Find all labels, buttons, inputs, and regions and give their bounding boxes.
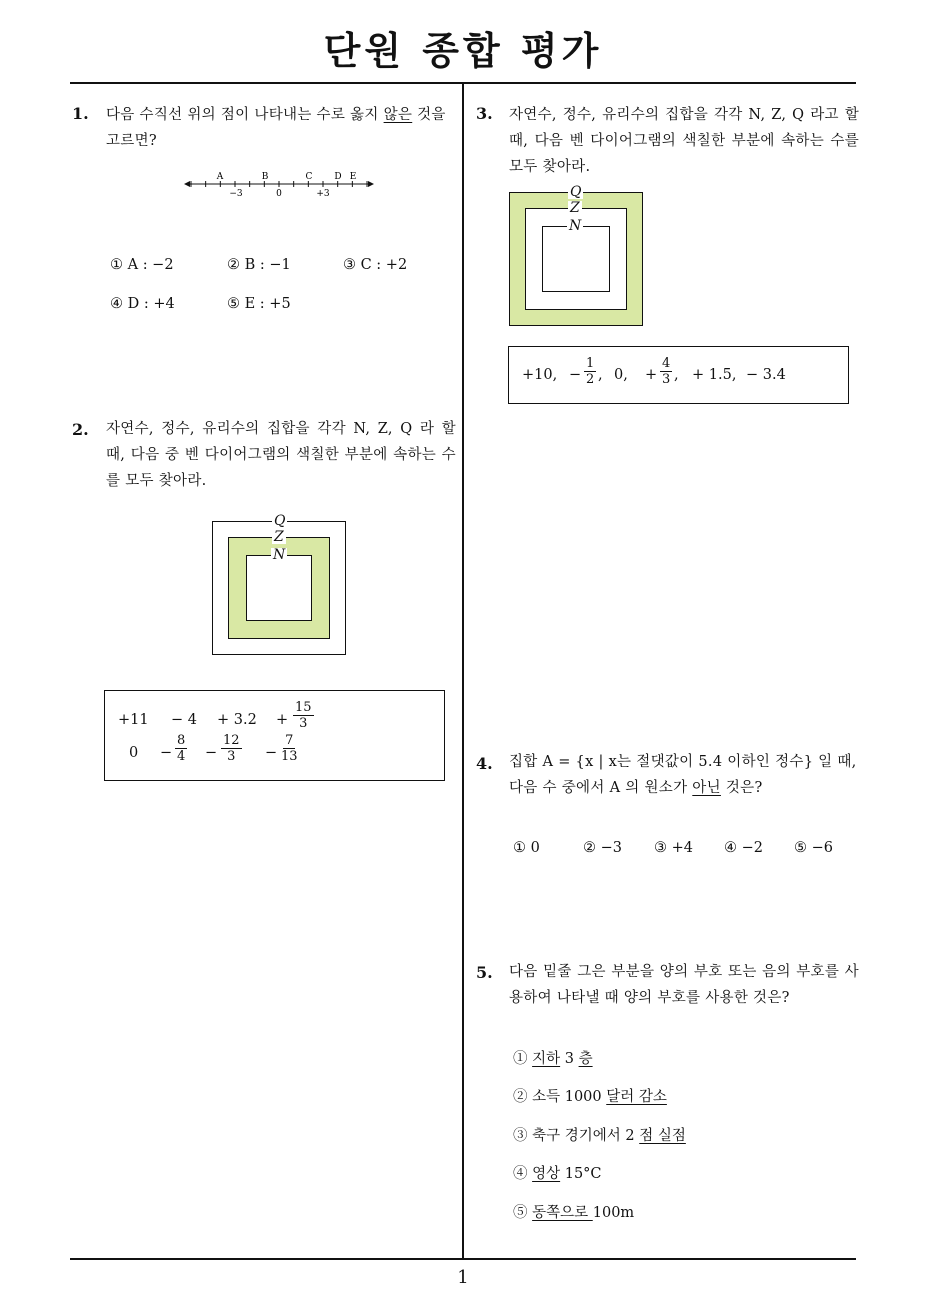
q4-number: 4.: [476, 754, 493, 773]
q3-item-zero: 0,: [614, 367, 628, 383]
q4-choice-5[interactable]: ⑤ −6: [794, 840, 833, 856]
q2-label-Q: Q: [274, 513, 286, 529]
q3-fraction-4-3: $\frac{4}{3}$: [662, 356, 671, 387]
q1-choice-1[interactable]: ① A : −2: [110, 257, 174, 273]
q2-sign-3: −: [265, 745, 278, 761]
q1-choice-4[interactable]: ④ D : +4: [110, 296, 175, 312]
q2-fraction-8-4: $\frac{8}{4}$: [177, 733, 186, 764]
q3-set-N: [542, 226, 610, 292]
q1-choice-5[interactable]: ⑤ E : +5: [227, 296, 291, 312]
q1-number-line: [180, 168, 380, 200]
q5-choice-5[interactable]: ⑤ 동쪽으로 100m: [513, 1205, 635, 1221]
q2-venn-diagram: [212, 513, 346, 655]
q4-choice-4[interactable]: ④ −2: [724, 840, 763, 856]
q3-label-Z: Z: [570, 200, 580, 216]
q2-label-N: N: [273, 547, 286, 563]
q2-sign-2: −: [205, 745, 218, 761]
q3-sign-minus: −: [569, 367, 582, 383]
q2-number-box: [104, 690, 445, 781]
bottom-rule: [70, 1258, 856, 1260]
q3-item-plus10: +10,: [522, 367, 558, 383]
q5-text: 다음 밑줄 그은 부분을 양의 부호 또는 음의 부호를 사용하여 나타낼 때 양의 부호를 사용한 것은?: [509, 964, 859, 1006]
q4-text-line2: 다음 수 중에서 A 의 원소가 아닌 것은?: [509, 780, 763, 796]
column-divider: [462, 83, 464, 1259]
q2-item-plus11: +11: [118, 712, 149, 728]
q1-text: 다음 수직선 위의 점이 나타내는 수로 옳지 않은 것을 고르면?: [106, 107, 446, 149]
q2-item-zero: 0: [129, 745, 139, 761]
q3-number: 3.: [476, 104, 493, 123]
q1-number: 1.: [72, 104, 89, 123]
q2-fraction-7-13: $\frac{7}{13}$: [281, 733, 298, 764]
tick-label-pos3: +3: [316, 189, 330, 199]
tick-label-0: 0: [276, 189, 282, 199]
q2-item-minus4: − 4: [171, 712, 197, 728]
q2-item-plus3-2: + 3.2: [217, 712, 257, 728]
page-title: 단원 종합 평가: [323, 29, 603, 73]
q4-text-line1: 집합 A = {x | x는 절댓값이 5.4 이하인 정수} 일 때,: [509, 754, 857, 770]
q1-choice-3[interactable]: ③ C : +2: [343, 257, 408, 273]
q3-item-minus3-4: − 3.4: [746, 367, 786, 383]
q3-label-N: N: [569, 218, 582, 234]
q4-choice-3[interactable]: ③ +4: [654, 840, 693, 856]
q3-text: 자연수, 정수, 유리수의 집합을 각각 N, Z, Q 라고 할 때, 다음 벤 다이어그램의 색칠한 부분에 속하는 수를 모두 찾아라.: [509, 107, 859, 175]
point-label-B: B: [261, 172, 269, 182]
q2-set-N: [246, 555, 312, 621]
q2-fraction-15-3: $\frac{15}{3}$: [295, 700, 312, 731]
q5-number: 5.: [476, 963, 493, 982]
q3-number-box: +10, − $\frac{1}{2}$ , 0, + $\frac{4}{3}$ , + 1.5, − 3.4: [508, 346, 849, 404]
point-label-A: A: [216, 172, 224, 182]
q5-choice-1[interactable]: ① 지하 3 층: [513, 1051, 593, 1067]
q5-choice-4[interactable]: ④ 영상 15°C: [513, 1166, 602, 1182]
q2-fraction-12-3: $\frac{12}{3}$: [223, 733, 240, 764]
q4-choice-1[interactable]: ① 0: [513, 840, 540, 856]
page-number: 1: [457, 1267, 469, 1288]
q2-sign-1: −: [160, 745, 173, 761]
point-label-C: C: [305, 172, 313, 182]
point-label-E: E: [349, 172, 357, 182]
tick-label-neg3: −3: [229, 189, 243, 199]
q5-choice-2[interactable]: ② 소득 1000 달러 감소: [513, 1089, 667, 1105]
q3-fraction-1-2: $\frac{1}{2}$: [586, 356, 595, 387]
q2-label-Z: Z: [274, 529, 284, 545]
q3-label-Q: Q: [570, 184, 582, 200]
q3-sign-plus: +: [645, 367, 658, 383]
q3-venn-diagram: [509, 184, 643, 326]
point-label-D: D: [334, 172, 342, 182]
q2-item-plus-sign: +: [276, 712, 289, 728]
q3-item-plus1-5: + 1.5,: [692, 367, 737, 383]
q1-choice-2[interactable]: ② B : −1: [227, 257, 291, 273]
q4-choice-2[interactable]: ② −3: [583, 840, 622, 856]
q2-text: 자연수, 정수, 유리수의 집합을 각각 N, Z, Q 라 할 때, 다음 중 벤 다이어그램의 색칠한 부분에 속하는 수를 모두 찾아라.: [106, 421, 456, 489]
q5-choice-3[interactable]: ③ 축구 경기에서 2 점 실점: [513, 1128, 686, 1144]
q2-number: 2.: [72, 420, 89, 439]
